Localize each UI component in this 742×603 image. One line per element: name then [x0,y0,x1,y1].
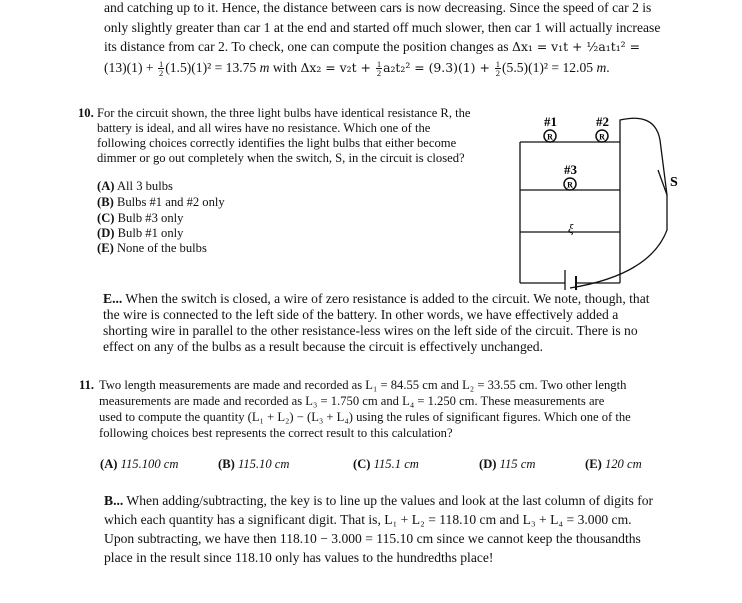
q11-line-4: following choices best represents the correct result to this calculation? [99,426,453,440]
intro-unit: m [259,60,270,75]
option-text: Bulb #1 only [117,226,184,240]
option-letter: (E) [97,241,114,255]
q10-option-c[interactable] [97,211,183,227]
q10-option-b[interactable] [97,195,225,211]
option-text: 115.10 cm [237,457,290,471]
q11-answer-line-2: which each quantity has a significant digit. That is, L₁ + L₂ = 118.10 cm and L₃ + L₄ = 3.000 cm. [104,512,632,527]
option-text: Bulb #3 only [117,211,184,225]
option-letter: (A) [100,457,118,471]
bulb-2 [596,130,608,142]
q11-option-d[interactable] [479,457,535,473]
q10-line-2: battery is ideal, and all wires have no resistance. Which one of the [97,121,431,135]
q11-option-e[interactable] [585,457,642,473]
intro-line-1: and catching up to it. Hence, the distance between cars is now decreasing. Since the speed of car 2 is [104,0,652,15]
answer-letter: B... [104,493,124,508]
option-text: 115.1 cm [373,457,419,471]
intro-unit: m [596,60,607,75]
bulb-3-label: #3 [564,162,577,177]
q10-number: 10. [78,106,94,120]
intro-eq-part: (5.5)(1)² = 12.05 [502,60,597,75]
option-text: None of the bulbs [116,241,207,255]
q10-answer-line-4: effect on any of the bulbs as a result because the circuit is effectively unchanged. [103,339,543,354]
q11-option-b[interactable] [218,457,289,473]
answer-text: When adding/subtracting, the key is to line up the values and look at the last column of digits for [123,493,654,508]
bulb-2-glyph: R [599,132,605,142]
q10-line-4: dimmer or go out completely when the switch, S, in the circuit is closed? [97,151,465,165]
option-text: 115 cm [499,457,536,471]
q10-option-d[interactable] [97,226,183,242]
q11-answer-line-4: place in the result since 118.10 only has values to the hundredths place! [104,550,494,565]
option-letter: (D) [97,226,115,240]
option-letter: (D) [479,457,497,471]
q11-line-3: used to compute the quantity (L₁ + L₂) − (L₃ + L₄) using the rules of significant figures. Which one of the [99,410,631,424]
intro-line-3-math: Δx₁ = v₁t + ½a₁t₁² = [512,39,640,54]
intro-eq-part: with [269,60,301,75]
switch-label: S [670,175,678,190]
battery-label: ξ [568,221,574,236]
intro-line-2: only slightly greater than car 1 at the end and started off much slower, then car 1 will actually increase [104,20,661,35]
q10-answer-line-3: shorting wire in parallel to the other resistance-less wires on the left side of the circuit. There is no [103,323,638,338]
option-text: All 3 bulbs [116,179,173,193]
intro-eq-part: . [606,60,610,75]
option-letter: (A) [97,179,115,193]
answer-letter: E... [103,291,123,306]
fraction-half: $\frac{1}{2}$ [158,59,164,79]
intro-eq-part: (1.5)(1)² = 13.75 [165,60,260,75]
intro-line-3-text: its distance from car 2. To check, one can compute the position changes as [104,39,512,54]
fraction-half: $\frac{1}{2}$ [376,59,382,79]
intro-eq-part: Δx₂ = v₂t + [300,60,375,75]
option-letter: (C) [97,211,115,225]
option-letter: (C) [353,457,371,471]
intro-line-4 [104,58,610,77]
fraction-half: $\frac{1}{2}$ [495,59,501,79]
switch-wire [620,118,667,195]
bulb-1-label: #1 [544,114,557,129]
bulb-2-label: #2 [596,114,609,129]
q10-line-3: following choices correctly identifies the light bulbs that either become [97,136,457,150]
q11-answer-line-1 [104,491,653,510]
q10-option-e[interactable] [97,241,207,257]
option-text: Bulbs #1 and #2 only [116,195,225,209]
q11-line-2: measurements are made and recorded as L₃ = 1.750 cm and L₄ = 1.250 cm. These measurements are [99,394,605,408]
option-letter: (E) [585,457,602,471]
q11-answer-line-3: Upon subtracting, we have then 118.10 − 3.000 = 115.10 cm since we cannot keep the thousandths [104,531,641,546]
intro-eq-part: (13)(1) + [104,60,157,75]
intro-eq-part: a₂t₂² = (9.3)(1) + [383,60,494,75]
bulb-1-glyph: R [547,132,553,142]
q10-line-1: For the circuit shown, the three light bulbs have identical resistance R, the [97,106,471,120]
option-letter: (B) [97,195,114,209]
q11-number: 11. [79,378,95,392]
option-text: 120 cm [604,457,642,471]
switch-return-wire [570,195,667,288]
circuit-diagram [510,100,700,290]
q11-line-1: Two length measurements are made and recorded as L₁ = 84.55 cm and L₂ = 33.55 cm. Two other length [99,378,627,392]
option-letter: (B) [218,457,235,471]
q10-answer-line-2: the wire is connected to the left side of the battery. In other words, we have effectively added a [103,307,619,322]
q10-option-a[interactable] [97,179,173,195]
q11-option-c[interactable] [353,457,419,473]
bulb-3-glyph: R [567,180,573,190]
bulb-3 [564,178,576,190]
q11-option-a[interactable] [100,457,178,473]
bulb-1 [544,130,556,142]
option-text: 115.100 cm [120,457,179,471]
intro-line-3 [104,37,640,56]
answer-text: When the switch is closed, a wire of zero resistance is added to the circuit. We note, though, that [122,291,650,306]
